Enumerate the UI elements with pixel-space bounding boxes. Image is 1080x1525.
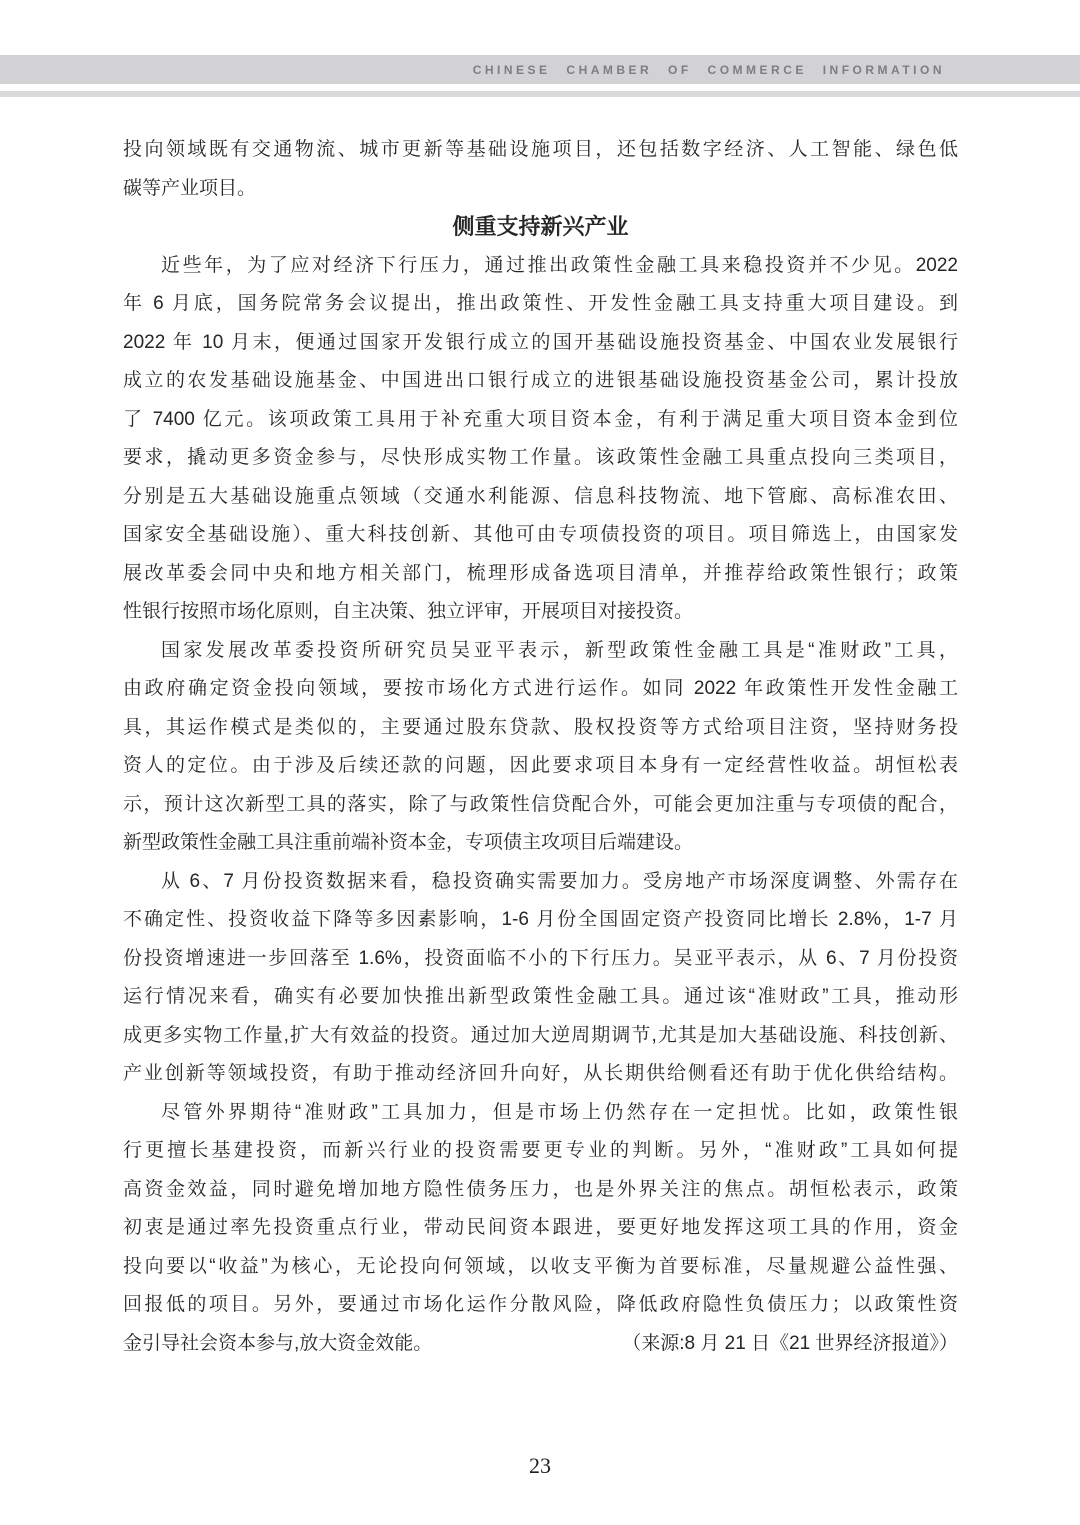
header-band <box>0 55 1080 84</box>
text-line: 回报低的项目。另外，要通过市场化运作分散风险，降低政府隐性负债压力；以政策性资 <box>123 1294 958 1315</box>
text-line: 从 6、7 月份投资数据来看，稳投资确实需要加力。受房地产市场深度调整、外需存在 <box>161 870 958 892</box>
intro-paragraph <box>123 131 958 208</box>
text-line: 产业创新等领域投资，有助于推动经济回升向好，从长期供给侧看还有助于优化供给结构。 <box>123 1063 958 1084</box>
header-banner-text: CHINESE CHAMBER OF COMMERCE INFORMATION <box>472 62 945 77</box>
text-line: 具，其运作模式是类似的，主要通过股东贷款、股权投资等方式给项目注资，坚持财务投 <box>123 716 958 738</box>
text-line: 碳等产业项目。 <box>123 177 257 199</box>
paragraph <box>123 1094 958 1325</box>
text-line: 要求，撬动更多资金参与，尽快形成实物工作量。该政策性金融工具重点投向三类项目， <box>123 447 958 468</box>
paragraph <box>123 632 958 863</box>
closing-text: 金引导社会资本参与,放大资金效能。 <box>123 1332 433 1354</box>
text-line: 不确定性、投资收益下降等多因素影响，1-6 月份全国固定资产投资同比增长 2.8%，1-7 月 <box>123 909 958 930</box>
text-line: 展改革委会同中央和地方相关部门，梳理形成备选项目清单，并推荐给政策性银行；政策 <box>123 562 958 584</box>
text-line: 性银行按照市场化原则，自主决策、独立评审，开展项目对接投资。 <box>123 601 694 622</box>
article-body <box>123 131 958 1363</box>
text-line: 投向要以“收益”为核心，无论投向何领域，以收支平衡为首要标准，尽量规避公益性强、 <box>123 1255 958 1277</box>
text-line: 行更擅长基建投资，而新兴行业的投资需要更专业的判断。另外，“准财政”工具如何提 <box>123 1140 958 1161</box>
text-line: 成立的农发基础设施基金、中国进出口银行成立的进银基础设施投资基金公司，累计投放 <box>123 370 958 391</box>
text-line: 近些年，为了应对经济下行压力，通过推出政策性金融工具来稳投资并不少见。2022 <box>161 254 958 276</box>
header-divider <box>0 91 1080 97</box>
text-line: 示，预计这次新型工具的落实，除了与政策性信贷配合外，可能会更加注重与专项债的配合， <box>123 793 958 815</box>
text-line: 新型政策性金融工具注重前端补资本金，专项债主攻项目后端建设。 <box>123 832 694 853</box>
text-line: 分别是五大基础设施重点领域（交通水利能源、信息科技物流、地下管廊、高标准农田、 <box>123 485 958 507</box>
text-line: 国家安全基础设施）、重大科技创新、其他可由专项债投资的项目。项目筛选上，由国家发 <box>123 524 958 545</box>
text-line: 年 6 月底，国务院常务会议提出，推出政策性、开发性金融工具支持重大项目建设。到 <box>123 293 958 314</box>
closing-line <box>123 1325 958 1364</box>
paragraph <box>123 863 958 1094</box>
paragraph <box>123 247 958 632</box>
text-line: 资人的定位。由于涉及后续还款的问题，因此要求项目本身有一定经营性收益。胡恒松表 <box>123 755 958 776</box>
section-heading: 侧重支持新兴产业 <box>452 214 629 239</box>
text-line: 2022 年 10 月末，便通过国家开发银行成立的国开基础设施投资基金、中国农业发展银行 <box>123 331 958 353</box>
text-line: 初衷是通过率先投资重点行业，带动民间资本跟进，要更好地发挥这项工具的作用，资金 <box>123 1217 958 1238</box>
text-line: 尽管外界期待“准财政”工具加力，但是市场上仍然存在一定担忧。比如，政策性银 <box>161 1101 958 1123</box>
text-line: 了 7400 亿元。该项政策工具用于补充重大项目资本金，有利于满足重大项目资本金到位 <box>123 408 958 430</box>
text-line: 国家发展改革委投资所研究员吴亚平表示，新型政策性金融工具是“准财政”工具， <box>161 639 958 661</box>
text-line: 份投资增速进一步回落至 1.6%，投资面临不小的下行压力。吴亚平表示，从 6、7 月份投资 <box>123 947 958 969</box>
page-number: 23 <box>529 1453 551 1478</box>
text-line: 高资金效益，同时避免增加地方隐性债务压力，也是外界关注的焦点。胡恒松表示，政策 <box>123 1178 958 1200</box>
text-line: 运行情况来看，确实有必要加快推出新型政策性金融工具。通过该“准财政”工具，推动形 <box>123 986 958 1007</box>
text-line: 由政府确定资金投向领域，要按市场化方式进行运作。如同 2022 年政策性开发性金融工 <box>123 678 958 699</box>
source-note: （来源:8 月 21 日《21 世界经济报道》） <box>622 1332 958 1354</box>
text-line: 投向领域既有交通物流、城市更新等基础设施项目，还包括数字经济、人工智能、绿色低 <box>123 139 958 160</box>
text-line: 成更多实物工作量,扩大有效益的投资。通过加大逆周期调节,尤其是加大基础设施、科技创新、 <box>123 1024 958 1046</box>
